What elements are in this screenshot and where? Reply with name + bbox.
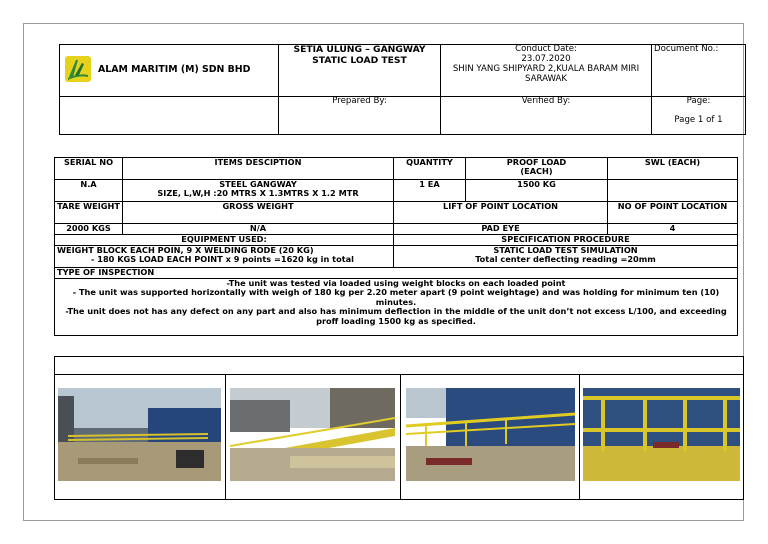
page-label: Page: xyxy=(686,96,711,106)
no-of-point-header: NO OF POINT LOCATION xyxy=(608,202,738,224)
header-table xyxy=(59,44,746,135)
equipment-line1: WEIGHT BLOCK EACH POIN, 9 X WELDING RODE (20 KG) xyxy=(57,245,314,255)
gangway-photo-2 xyxy=(230,388,395,481)
photo-cell-2 xyxy=(226,375,401,499)
blank-row xyxy=(54,356,744,375)
company-logo xyxy=(64,55,92,87)
document-title-cell xyxy=(279,45,441,97)
gross-weight-header: GROSS WEIGHT xyxy=(123,202,394,224)
item-size: SIZE, L,W,H :20 MTRS X 1.3MTRS X 1.2 MTR xyxy=(157,188,359,199)
document-no-cell xyxy=(652,45,746,97)
gangway-photo-1 xyxy=(58,388,221,481)
blank-header-cell xyxy=(60,97,279,135)
item-name: STEEL GANGWAY xyxy=(219,179,297,189)
equipment-used-value xyxy=(55,246,394,268)
specification-procedure-header: SPECIFICATION PROCEDURE xyxy=(394,235,738,246)
equipment-used-header: EQUIPMENT USED: xyxy=(55,235,394,246)
gangway-photo-4 xyxy=(583,388,740,481)
verified-by-label: Verified By: xyxy=(521,96,571,106)
photo-cell-3 xyxy=(401,375,580,499)
quantity-header: QUANTITY xyxy=(394,158,466,180)
conduct-date-value: 23.07.2020 xyxy=(521,53,571,64)
tare-weight-header: TARE WEIGHT xyxy=(55,202,123,224)
swl-value xyxy=(608,180,738,202)
serial-no-header: SERIAL NO xyxy=(55,158,123,180)
swl-header: SWL (EACH) xyxy=(608,158,738,180)
proof-load-header-line1: PROOF LOAD xyxy=(506,157,567,167)
inspection-line2: - The unit was supported horizontally with weigh of 180 kg per 2.20 meter apart (9 point weightage) and was holding for minimum ten (10) minutes. xyxy=(72,287,720,307)
proof-load-header xyxy=(466,158,608,180)
prepared-by-cell xyxy=(279,97,441,135)
proof-load-header-line2: (EACH) xyxy=(520,166,553,177)
inspection-details xyxy=(55,279,738,336)
conduct-date-label: Conduct Date: xyxy=(515,44,577,54)
document-no-label: Document No.: xyxy=(654,44,719,54)
procedure-line2: Total center deflecting reading =20mm xyxy=(475,254,656,265)
lift-point-header: LIFT OF POINT LOCATION xyxy=(394,202,608,224)
items-description-header: ITEMS DESCIPTION xyxy=(123,158,394,180)
load-test-table xyxy=(54,157,738,336)
proof-load-value: 1500 KG xyxy=(466,180,608,202)
document-title-line2: STATIC LOAD TEST xyxy=(312,54,407,66)
prepared-by-label: Prepared By: xyxy=(332,96,387,106)
no-of-point-value: 4 xyxy=(608,224,738,235)
photo-cell-1 xyxy=(55,375,226,499)
inspection-line1: -The unit was tested via loaded using weight blocks on each loaded point xyxy=(226,278,566,288)
location-line2: SARAWAK xyxy=(524,73,568,84)
location-line1: SHIN YANG SHIPYARD 2,KUALA BARAM MIRI xyxy=(452,63,640,74)
lift-point-value: PAD EYE xyxy=(394,224,608,235)
items-description-value xyxy=(123,180,394,202)
document-title-line1: SETIA ULUNG – GANGWAY xyxy=(293,44,426,55)
photo-strip xyxy=(54,375,744,500)
quantity-value: 1 EA xyxy=(394,180,466,202)
procedure-line1: STATIC LOAD TEST SIMULATION xyxy=(493,245,638,255)
specification-procedure-value xyxy=(394,246,738,268)
tare-weight-value: 2000 KGS xyxy=(55,224,123,235)
type-of-inspection-header: TYPE OF INSPECTION xyxy=(55,268,738,279)
company-name: ALAM MARITIM (M) SDN BHD xyxy=(98,64,251,76)
company-cell xyxy=(60,45,279,97)
gross-weight-value: N/A xyxy=(123,224,394,235)
serial-no-value: N.A xyxy=(55,180,123,202)
conduct-date-cell xyxy=(441,45,652,97)
inspection-line3: -The unit does not has any defect on any part and also has minimum deflection in the middle of the unit don’t not excess L/100, and exceeding proff loading 1500 kg as specified. xyxy=(65,306,727,326)
gangway-photo-3 xyxy=(406,388,575,481)
page-value: Page 1 of 1 xyxy=(674,114,723,125)
equipment-line2: - 180 KGS LOAD EACH POINT x 9 points =1620 kg in total xyxy=(91,254,354,265)
page-cell xyxy=(652,97,746,135)
verified-by-cell xyxy=(441,97,652,135)
photo-cell-4 xyxy=(580,375,743,499)
